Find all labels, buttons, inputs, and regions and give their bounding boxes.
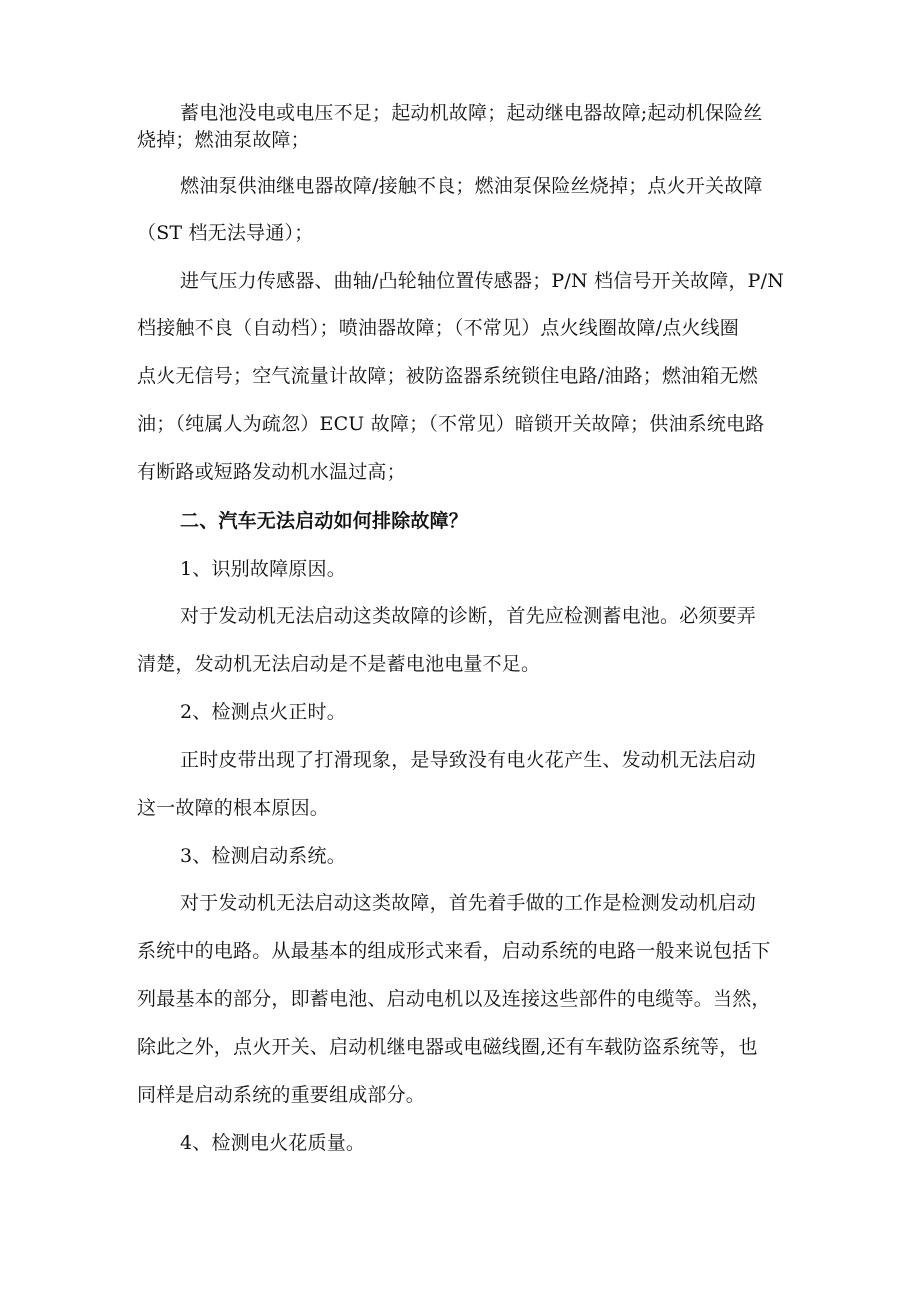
- step-1-title: 1、识别故障原因。: [180, 558, 346, 580]
- paragraph-6-line-1: 对于发动机无法启动这类故障，首先着手做的工作是检测发动机启动: [180, 892, 757, 914]
- paragraph-4-line-1: 对于发动机无法启动这类故障的诊断，首先应检测蓄电池。必须要弄: [180, 605, 757, 627]
- section-heading: 二、汽车无法启动如何排除故障？: [180, 510, 469, 532]
- paragraph-3-line-3: 点火无信号；空气流量计故障；被防盗器系统锁住电路/油路；燃油箱无燃: [137, 365, 759, 387]
- paragraph-6-line-5: 同样是启动系统的重要组成部分。: [137, 1084, 426, 1106]
- paragraph-6-line-4: 除此之外，点火开关、启动机继电器或电磁线圈,还有车载防盗系统等，也: [137, 1036, 758, 1058]
- paragraph-4-line-2: 清楚，发动机无法启动是不是蓄电池电量不足。: [137, 653, 541, 675]
- paragraph-3-line-1: 进气压力传感器、曲轴/凸轮轴位置传感器；P/N 档信号开关故障，P/N: [180, 270, 785, 292]
- paragraph-3-line-5: 有断路或短路发动机水温过高；: [137, 461, 406, 483]
- paragraph-1-line-2: 烧掉；燃油泵故障；: [137, 129, 310, 151]
- paragraph-3-line-4: 油；（纯属人为疏忽）ECU 故障；（不常见）暗锁开关故障；供油系统电路: [137, 413, 765, 435]
- paragraph-5-line-2: 这一故障的根本原因。: [137, 797, 330, 819]
- step-2-title: 2、检测点火正时。: [180, 701, 346, 723]
- paragraph-1-line-1: 蓄电池没电或电压不足；起动机故障；起动继电器故障;起动机保险丝: [180, 102, 763, 124]
- paragraph-2-line-1: 燃油泵供油继电器故障/接触不良；燃油泵保险丝烧掉；点火开关故障: [180, 175, 763, 197]
- paragraph-6-line-3: 列最基本的部分，即蓄电池、启动电机以及连接这些部件的电缆等。当然，: [137, 988, 771, 1010]
- step-4-title: 4、检测电火花质量。: [180, 1132, 366, 1154]
- paragraph-6-line-2: 系统中的电路。从最基本的组成形式来看，启动系统的电路一般来说包括下: [137, 940, 771, 962]
- step-3-title: 3、检测启动系统。: [180, 845, 346, 867]
- paragraph-5-line-1: 正时皮带出现了打滑现象，是导致没有电火花产生、发动机无法启动: [180, 749, 757, 771]
- paragraph-2-line-2: （ST 档无法导通）；: [137, 222, 314, 244]
- paragraph-3-line-2: 档接触不良（自动档）；喷油器故障；（不常见）点火线圈故障/点火线圈: [137, 317, 740, 339]
